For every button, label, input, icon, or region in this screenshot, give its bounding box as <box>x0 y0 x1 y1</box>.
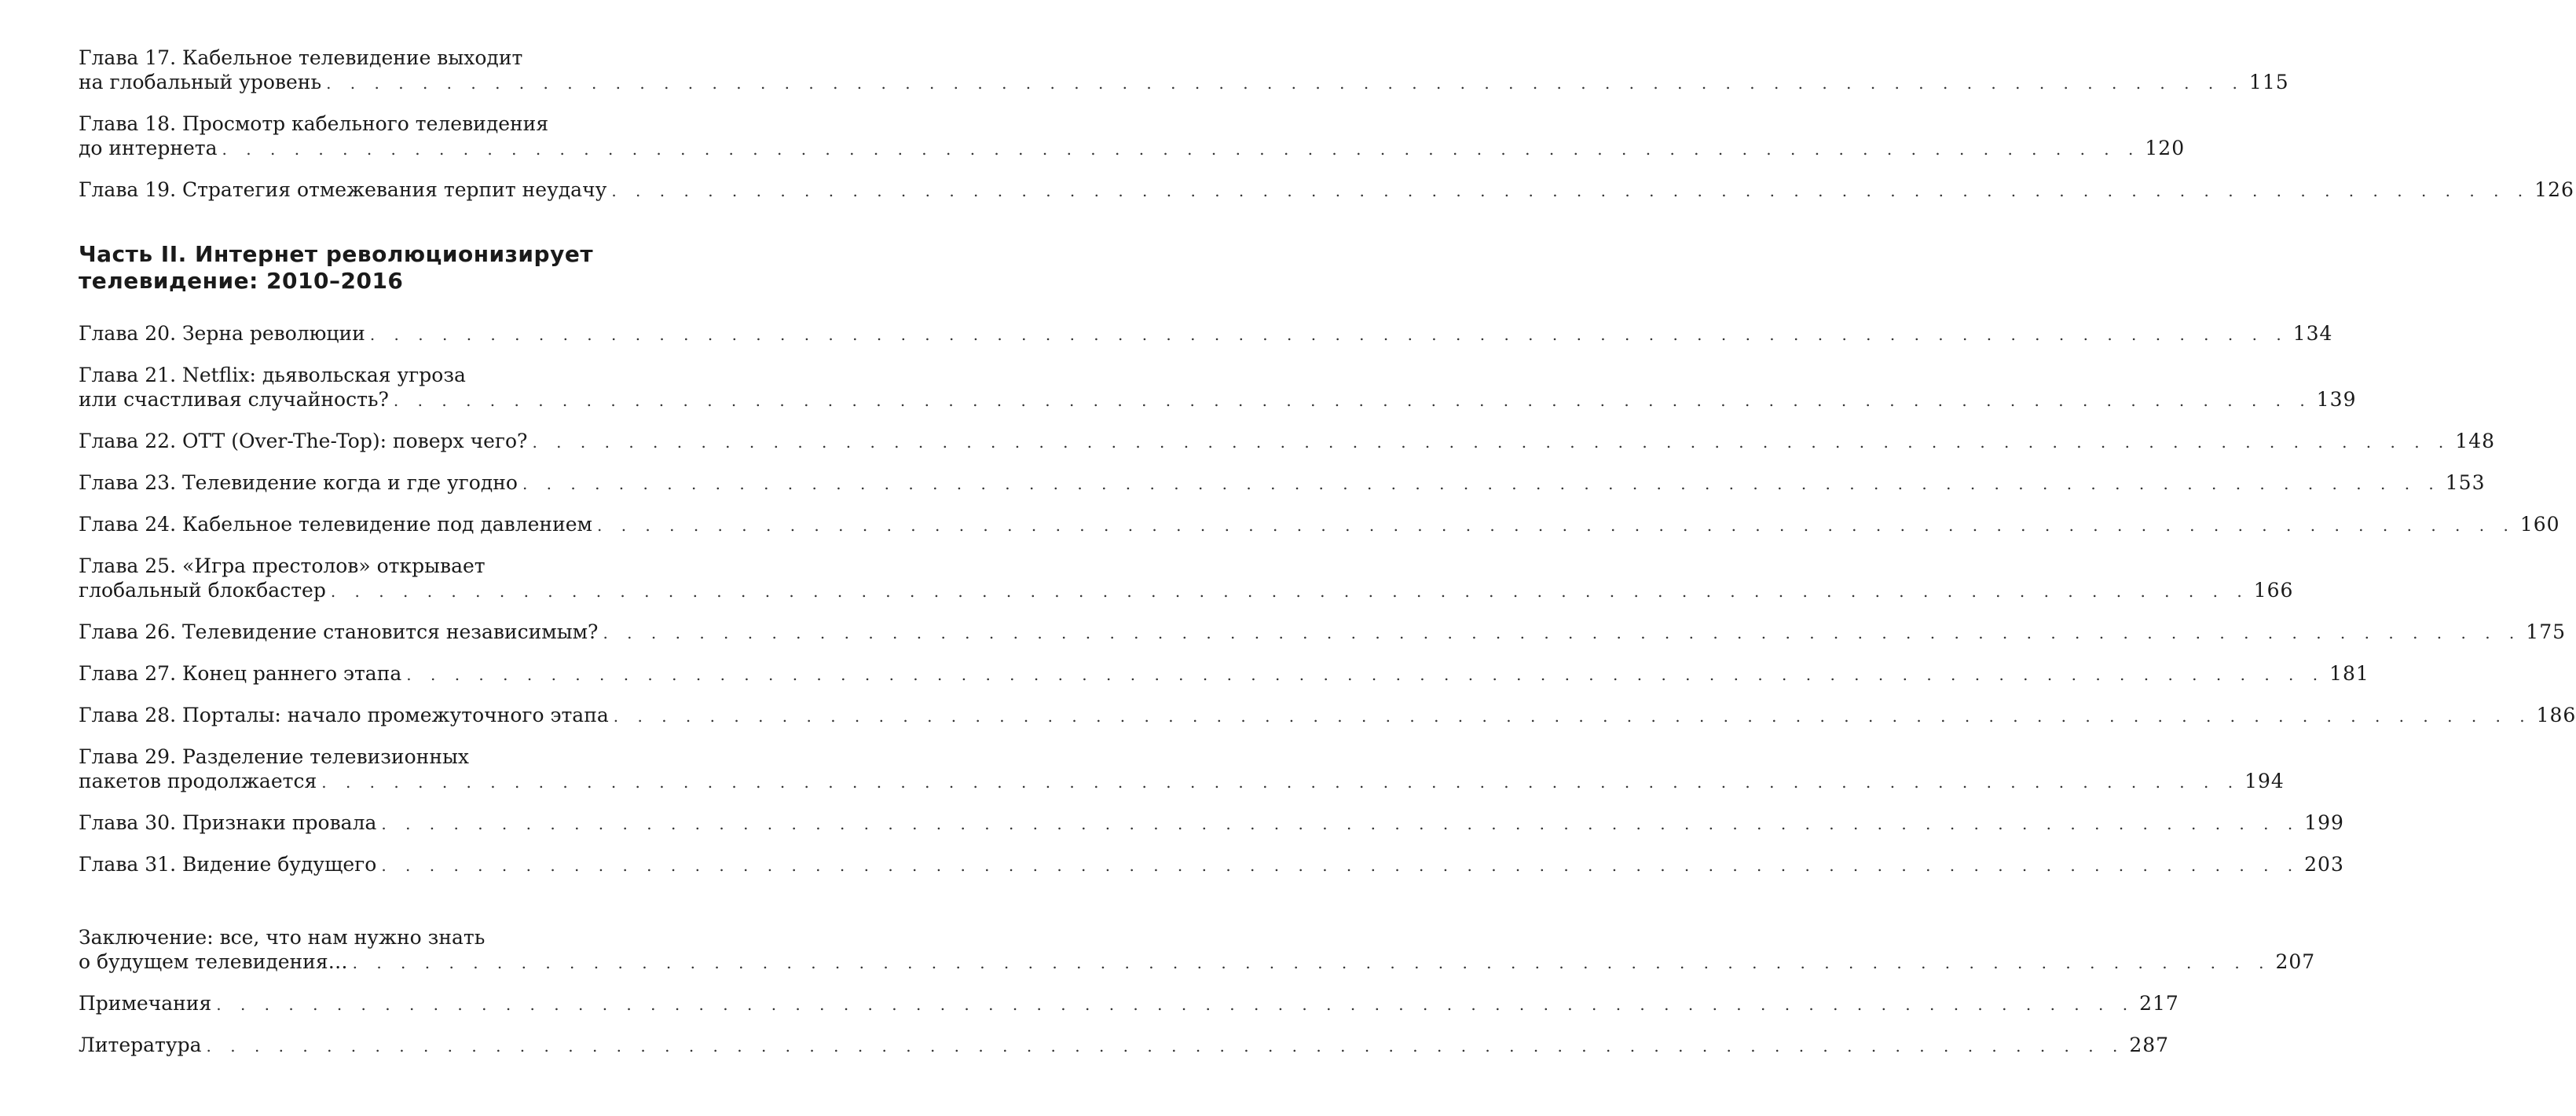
toc-entry[interactable] <box>79 925 2316 975</box>
toc-page-number: 207 <box>2275 950 2316 973</box>
dot-leader: . . . . . . . . . . . . . . . . . . . . . . . . . . . . . . . . . . . . . . . . . . . . . . . . . . . . . . . . . . . . . . . . . . . . . . . . . . . . . . . . <box>603 624 2522 642</box>
toc-entry-row <box>79 950 2316 975</box>
toc-entry-row <box>79 661 2369 687</box>
toc-entry-row <box>79 1033 2170 1059</box>
dot-leader: . . . . . . . . . . . . . . . . . . . . . . . . . . . . . . . . . . . . . . . . . . . . . . . . . . . . . . . . . . . . . . . . . . . . . . . . . . . . . . . . <box>522 474 2441 493</box>
dot-leader: . . . . . . . . . . . . . . . . . . . . . . . . . . . . . . . . . . . . . . . . . . . . . . . . . . . . . . . . . . . . . . . . . . . . . . . . . . . . . . . . <box>393 391 2312 410</box>
dot-leader: . . . . . . . . . . . . . . . . . . . . . . . . . . . . . . . . . . . . . . . . . . . . . . . . . . . . . . . . . . . . . . . . . . . . . . . . . . . . . . . . <box>406 665 2325 684</box>
dot-leader: . . . . . . . . . . . . . . . . . . . . . . . . . . . . . . . . . . . . . . . . . . . . . . . . . . . . . . . . . . . . . . . . . . . . . . . . . . . . . . . . <box>532 433 2451 452</box>
toc-page-number: 139 <box>2316 388 2357 411</box>
toc-entry[interactable] <box>79 1033 2170 1059</box>
dot-leader: . . . . . . . . . . . . . . . . . . . . . . . . . . . . . . . . . . . . . . . . . . . . . . . . . . . . . . . . . . . . . . . . . . . . . . . . . . . . . . . . <box>611 181 2530 200</box>
toc-entry[interactable] <box>79 46 2289 96</box>
toc-entry-row <box>79 321 2333 347</box>
part-heading-line1: Часть II. Интернет революционизирует <box>79 241 594 267</box>
table-of-contents <box>79 46 2576 1074</box>
toc-entry-title: Глава 28. Порталы: начало промежуточного этапа <box>79 704 609 726</box>
toc-entry-row <box>79 429 2496 455</box>
toc-entry-title-line1: Глава 21. Netflix: дьявольская угроза <box>79 364 466 386</box>
toc-group-backmatter <box>79 925 2316 1059</box>
toc-page-number: 160 <box>2519 513 2560 536</box>
toc-entry[interactable] <box>79 363 2357 413</box>
toc-page-number: 186 <box>2536 704 2576 726</box>
toc-entry[interactable] <box>79 991 2179 1017</box>
toc-entry-title: Глава 27. Конец раннего этапа <box>79 662 402 685</box>
dot-leader: . . . . . . . . . . . . . . . . . . . . . . . . . . . . . . . . . . . . . . . . . . . . . . . . . . . . . . . . . . . . . . . . . . . . . . . . . . . . . . . . <box>326 74 2244 93</box>
toc-entry-title: Глава 20. Зерна революции <box>79 322 365 345</box>
toc-entry[interactable] <box>79 810 2344 836</box>
toc-page-number: 126 <box>2534 178 2574 201</box>
dot-leader: . . . . . . . . . . . . . . . . . . . . . . . . . . . . . . . . . . . . . . . . . . . . . . . . . . . . . . . . . . . . . . . . . . . . . . . . . . . . . . . . <box>352 953 2271 972</box>
toc-entry-title: о будущем телевидения… <box>79 950 348 973</box>
toc-entry-row <box>79 470 2486 496</box>
dot-leader: . . . . . . . . . . . . . . . . . . . . . . . . . . . . . . . . . . . . . . . . . . . . . . . . . . . . . . . . . . . . . . . . . . . . . . . . . . . . . . . . <box>596 516 2516 535</box>
toc-entry-row <box>79 177 2574 203</box>
toc-page-number: 175 <box>2526 620 2567 643</box>
toc-entry-title: Примечания <box>79 992 212 1015</box>
toc-group-part1-tail <box>79 46 2574 203</box>
toc-entry[interactable] <box>79 512 2560 538</box>
toc-entry-title: Глава 24. Кабельное телевидение под давлением <box>79 513 592 536</box>
toc-page-number: 120 <box>2145 137 2186 159</box>
toc-page-number: 194 <box>2244 770 2285 792</box>
toc-group-part2 <box>79 321 2576 878</box>
toc-page-number: 148 <box>2455 430 2496 452</box>
toc-entry-title: или счастливая случайность? <box>79 388 389 411</box>
toc-entry-title: Глава 19. Стратегия отмежевания терпит неудачу <box>79 178 607 201</box>
toc-entry-row <box>79 703 2576 729</box>
toc-entry[interactable] <box>79 620 2567 646</box>
dot-leader: . . . . . . . . . . . . . . . . . . . . . . . . . . . . . . . . . . . . . . . . . . . . . . . . . . . . . . . . . . . . . . . . . . . . . . . . . . . . . . . . <box>381 814 2300 833</box>
dot-leader: . . . . . . . . . . . . . . . . . . . . . . . . . . . . . . . . . . . . . . . . . . . . . . . . . . . . . . . . . . . . . . . . . . . . . . . . . . . . . . . . <box>330 582 2249 601</box>
toc-entry-title: пакетов продолжается <box>79 770 317 792</box>
toc-entry[interactable] <box>79 661 2369 687</box>
toc-page-number: 217 <box>2139 992 2179 1015</box>
toc-entry-row <box>79 70 2289 96</box>
toc-entry[interactable] <box>79 112 2186 162</box>
toc-entry-row <box>79 578 2294 604</box>
toc-entry-row <box>79 620 2567 646</box>
toc-entry[interactable] <box>79 703 2576 729</box>
toc-entry-row <box>79 810 2344 836</box>
toc-entry-title: до интернета <box>79 137 218 159</box>
dot-leader: . . . . . . . . . . . . . . . . . . . . . . . . . . . . . . . . . . . . . . . . . . . . . . . . . . . . . . . . . . . . . . . . . . . . . . . . . . . . . . . . <box>321 773 2241 792</box>
toc-entry-row <box>79 136 2186 162</box>
dot-leader: . . . . . . . . . . . . . . . . . . . . . . . . . . . . . . . . . . . . . . . . . . . . . . . . . . . . . . . . . . . . . . . . . . . . . . . . . . . . . . . . <box>216 995 2135 1014</box>
toc-entry-row <box>79 387 2357 413</box>
toc-entry[interactable] <box>79 177 2574 203</box>
toc-entry-title: глобальный блокбастер <box>79 579 326 602</box>
toc-entry[interactable] <box>79 470 2486 496</box>
toc-page-number: 203 <box>2304 853 2344 876</box>
toc-entry[interactable] <box>79 429 2496 455</box>
spacer <box>79 894 701 925</box>
toc-page-number: 115 <box>2248 71 2289 93</box>
toc-entry[interactable] <box>79 554 2294 604</box>
toc-entry-row <box>79 852 2344 878</box>
toc-page-number: 153 <box>2445 471 2486 494</box>
toc-page-number: 166 <box>2253 579 2294 602</box>
toc-entry-title-line1: Заключение: все, что нам нужно знать <box>79 926 486 949</box>
toc-entry-title: Глава 31. Видение будущего <box>79 853 377 876</box>
toc-page-number: 199 <box>2304 811 2344 834</box>
toc-entry[interactable] <box>79 321 2333 347</box>
part-heading-line2: телевидение: 2010–2016 <box>79 268 404 294</box>
toc-entry-row <box>79 769 2285 795</box>
toc-entry-title: Глава 26. Телевидение становится независимым? <box>79 620 599 643</box>
toc-entry-title: Литература <box>79 1034 202 1056</box>
toc-entry-title-line1: Глава 29. Разделение телевизионных <box>79 745 469 768</box>
dot-leader: . . . . . . . . . . . . . . . . . . . . . . . . . . . . . . . . . . . . . . . . . . . . . . . . . . . . . . . . . . . . . . . . . . . . . . . . . . . . . . . . <box>206 1037 2125 1056</box>
toc-entry-title-line1: Глава 17. Кабельное телевидение выходит <box>79 46 523 69</box>
toc-entry[interactable] <box>79 745 2285 795</box>
dot-leader: . . . . . . . . . . . . . . . . . . . . . . . . . . . . . . . . . . . . . . . . . . . . . . . . . . . . . . . . . . . . . . . . . . . . . . . . . . . . . . . . <box>222 140 2141 159</box>
toc-page-number: 134 <box>2292 322 2333 345</box>
toc-entry-title: Глава 30. Признаки провала <box>79 811 377 834</box>
dot-leader: . . . . . . . . . . . . . . . . . . . . . . . . . . . . . . . . . . . . . . . . . . . . . . . . . . . . . . . . . . . . . . . . . . . . . . . . . . . . . . . . <box>613 707 2532 726</box>
dot-leader: . . . . . . . . . . . . . . . . . . . . . . . . . . . . . . . . . . . . . . . . . . . . . . . . . . . . . . . . . . . . . . . . . . . . . . . . . . . . . . . . <box>369 325 2288 344</box>
toc-page-number: 181 <box>2329 662 2369 685</box>
dot-leader: . . . . . . . . . . . . . . . . . . . . . . . . . . . . . . . . . . . . . . . . . . . . . . . . . . . . . . . . . . . . . . . . . . . . . . . . . . . . . . . . <box>381 856 2300 875</box>
toc-entry-title: на глобальный уровень <box>79 71 322 93</box>
toc-entry[interactable] <box>79 852 2344 878</box>
toc-entry-title-line1: Глава 25. «Игра престолов» открывает <box>79 554 486 577</box>
toc-page-number: 287 <box>2129 1034 2170 1056</box>
toc-entry-row <box>79 991 2179 1017</box>
toc-entry-title: Глава 22. OTT (Over-The-Top): поверх чего? <box>79 430 528 452</box>
toc-entry-title: Глава 23. Телевидение когда и где угодно <box>79 471 518 494</box>
part-heading <box>79 241 701 295</box>
toc-entry-title-line1: Глава 18. Просмотр кабельного телевидения <box>79 112 549 135</box>
toc-entry-row <box>79 512 2560 538</box>
